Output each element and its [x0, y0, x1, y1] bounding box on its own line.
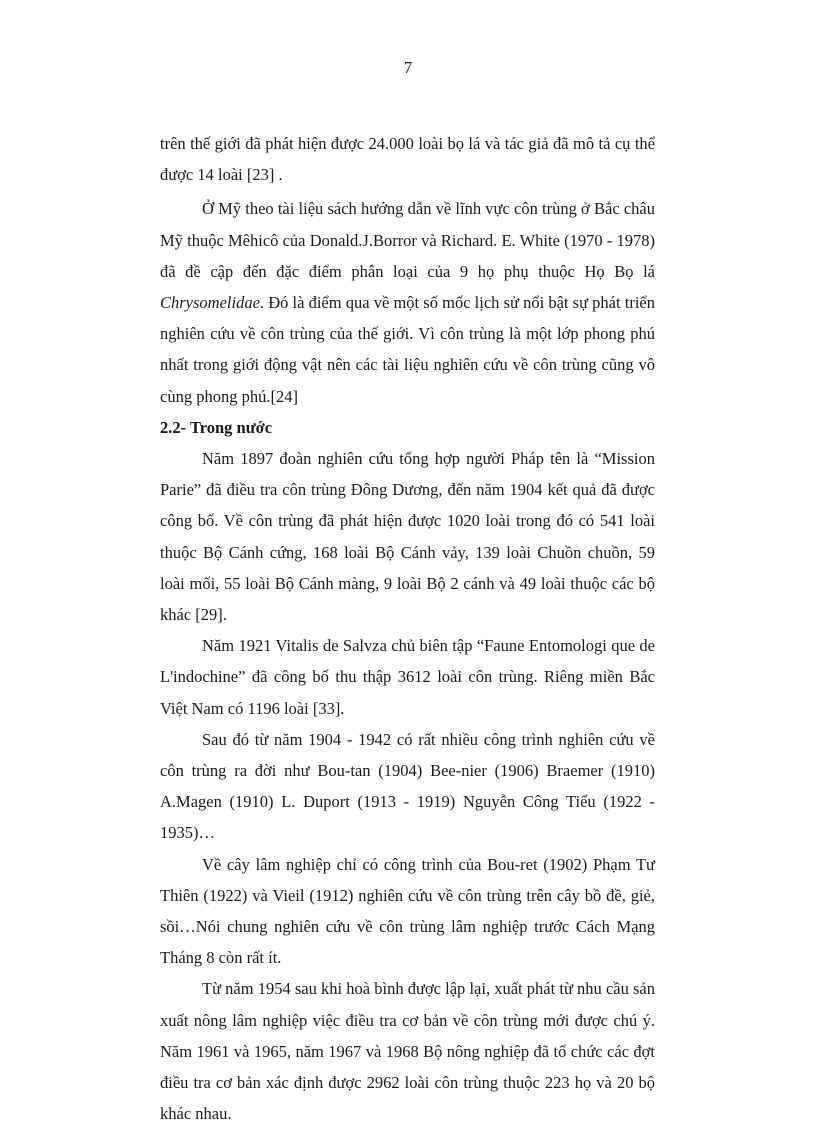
- paragraph: Sau đó từ năm 1904 - 1942 có rất nhiều công trình nghiên cứu về côn trùng ra đời như Bou-tan (1904) Bee-nier (1906) Braemer (1910) A.Magen (1910) L. Duport (1913 - 1919) Nguyễn Công Tiểu (1922 - 1935)…: [160, 729, 655, 843]
- paragraph: Năm 1897 đoàn nghiên cứu tổng hợp người Pháp tên là “Mission Parie” đã điều tra côn trùng Đông Dương, đến năm 1904 kết quả đã được công bố. Về côn trùng đã phát hiện được 1020 loài trong đó có 541 loài thuộc Bộ Cánh cứng, 168 loài Bộ Cánh vảy, 139 loài Chuồn chuồn, 59 loài mối, 55 loài Bộ Cánh màng, 9 loài Bộ 2 cánh và 49 loài thuộc các bộ khác [29].: [160, 449, 655, 625]
- species-name: Chrysomelidae: [160, 293, 260, 313]
- section-heading: 2.2- Trong nước: [160, 417, 273, 437]
- paragraph: Từ năm 1954 sau khi hoà bình được lập lại, xuất phát từ nhu cầu sản xuất nông lâm nghiệp việc điều tra cơ bản về côn trùng mới được chú ý. Năm 1961 và 1965, năm 1967 và 1968 Bộ nông nghiệp đã tổ chức các đợt điều tra cơ bản xác định được 2962 loài côn trùng thuộc 223 họ và 20 bộ khác nhau.: [160, 979, 655, 1124]
- body-text: [160, 128, 655, 1130]
- paragraph: [160, 193, 655, 411]
- paragraph: Về cây lâm nghiệp chỉ có công trình của Bou-ret (1902) Phạm Tư Thiên (1922) và Vieil (1912) nghiên cứu về côn trùng trên cây bồ đề, giẻ, sồi…Nói chung nghiên cứu về côn trùng lâm nghiệp trước Cách Mạng Tháng 8 còn rất ít.: [160, 854, 655, 968]
- paragraph: trên thế giới đã phát hiện được 24.000 loài bọ lá và tác giả đã mô tả cụ thể được 14 loài [23] .: [160, 134, 655, 185]
- paragraph-text: Ở Mỹ theo tài liệu sách hướng dẫn về lĩnh vực côn trùng ở Bắc châu Mỹ thuộc Mêhicô của Donald.J.Borror và Richard. E. White (1970 - 1978) đã đề cập đến đặc điểm phân loại của 9 họ phụ thuộc Họ Bọ lá: [160, 199, 655, 281]
- paragraph-text: . Đó là điểm qua về một số mốc lịch sử nổi bật sự phát triển nghiên cứu về côn trùng của thế giới. Vì côn trùng là một lớp phong phú nhất trong giới động vật nên các tài liệu nghiên cứu về côn trùng cũng vô cùng phong phú.[24]: [160, 293, 655, 406]
- page-number: 7: [403, 58, 413, 77]
- paragraph: Năm 1921 Vitalis de Salvza chủ biên tập “Faune Entomologi que de L'indochine” đã công bố thu thập 3612 loài côn trùng. Riêng miền Bắc Việt Nam có 1196 loài [33].: [160, 636, 655, 718]
